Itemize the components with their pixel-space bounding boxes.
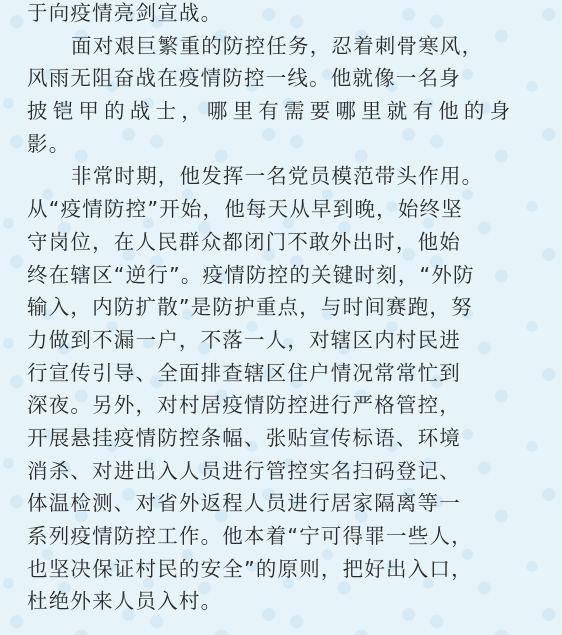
article-line: 从“疫情防控”开始，他每天从早到晚，始终坚 (27, 197, 463, 222)
article-line: 体温检测、对省外返程人员进行居家隔离等一 (27, 491, 461, 516)
paragraph-start-line: 面对艰巨繁重的防控任务，忍着刺骨寒风， (71, 33, 484, 58)
paragraph-start-line: 非常时期，他发挥一名党员模范带头作用。 (71, 164, 484, 189)
article-line: 披铠甲的战士，哪里有需要哪里就有他的身 (27, 99, 516, 124)
article-line: 开展悬挂疫情防控条幅、张贴宣传标语、环境 (27, 425, 461, 450)
article-body (27, 0, 537, 618)
article-line: 风雨无阻奋战在疫情防控一线。他就像一名身 (27, 66, 461, 91)
article-line: 守岗位，在人民群众都闭门不敢外出时，他始 (27, 229, 461, 254)
article-line: 力做到不漏一户，不落一人，对辖区内村民进 (27, 327, 461, 352)
article-line: 杜绝外来人员入村。 (27, 589, 223, 614)
article-line: 也坚决保证村民的安全”的原则，把好出入口， (27, 556, 473, 581)
article-line: 系列疫情防控工作。他本着“宁可得罪一些人， (27, 524, 473, 548)
article-line: 影。 (27, 131, 71, 156)
article-line: 消杀、对进出入人员进行管控实名扫码登记、 (27, 458, 461, 483)
article-line: 行宣传引导、全面排查辖区住户情况常常忙到 (27, 360, 461, 385)
article-line: 深夜。另外，对村居疫情防控进行严格管控， (27, 393, 461, 418)
article-line: 于向疫情亮剑宣战。 (27, 1, 223, 25)
article-line: 输入，内防扩散”是防护重点，与时间赛跑，努 (27, 295, 473, 320)
article-line: 终在辖区“逆行”。疫情防控的关键时刻，“外防 (27, 262, 475, 287)
